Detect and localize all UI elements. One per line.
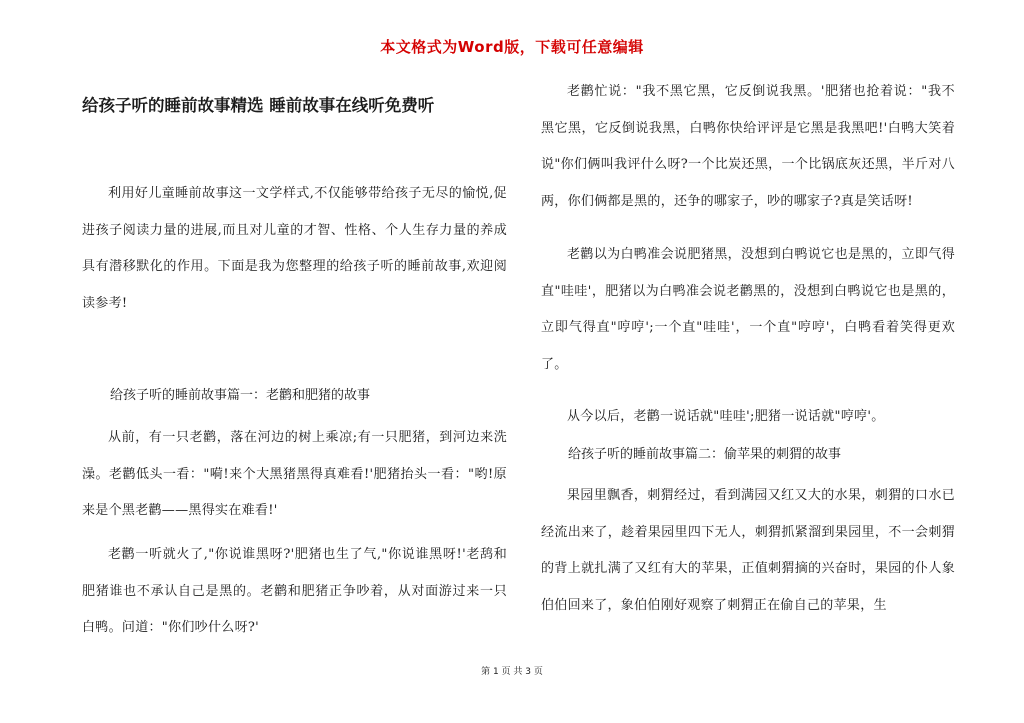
page-footer: 第 1 页 共 3 页 xyxy=(481,667,543,677)
story1-paragraph-1: 从前，有一只老鹳，落在河边的树上乘凉;有一只肥猪，到河边来洗澡。老鹳低头一看："嗬!来个大黑猪黑得真难看!'肥猪抬头一看："哟!原来是个黑老鹳——黑得实在难看!' xyxy=(82,430,507,518)
intro-paragraph: 利用好儿童睡前故事这一文学样式,不仅能够带给孩子无尽的愉悦,促进孩子阅读力量的进展,而且对儿童的才智、性格、个人生存力量的养成具有潜移默化的作用。下面是我为您整理的给孩子听的睡前故事,欢迎阅读参考! xyxy=(82,186,507,311)
story1-paragraph-3: 老鹳忙说："我不黑它黑，它反倒说我黑。'肥猪也抢着说："我不黑它黑，它反倒说我黑，白鸭你快给评评是它黑是我黑吧!'白鸭大笑着说"你们俩叫我评什么呀?一个比炭还黑，一个比锅底灰还黑，半斤对八两，你们俩都是黑的，还争的哪家子，吵的哪家子?真是笑话呀! xyxy=(541,84,955,209)
download-banner: 本文格式为Word版，下载可任意编辑 xyxy=(380,38,644,56)
story1-heading: 给孩子听的睡前故事篇一：老鹳和肥猪的故事 xyxy=(110,388,371,403)
story1-paragraph-2: 老鹳一听就火了,"你说谁黑呀?'肥猪也生了气,"你说谁黑呀!'老鸹和肥猪谁也不承认自己是黑的。老鹳和肥猪正争吵着，从对面游过来一只白鸭。问道："你们吵什么呀?' xyxy=(82,547,507,635)
story2-paragraph-1: 果园里飘香，刺猬经过，看到满园又红又大的水果，刺猬的口水已经流出来了，趁着果园里四下无人，刺猬抓紧溜到果园里，不一会刺猬的背上就扎满了又红有大的苹果，正值刺猬摘的兴奋时，果园的仆人象伯伯回来了，象伯伯刚好观察了刺猬正在偷自己的苹果，生 xyxy=(541,488,955,613)
story1-paragraph-4: 老鹳以为白鸭准会说肥猪黑，没想到白鸭说它也是黑的，立即气得直"哇哇'，肥猪以为白鸭准会说老鹳黑的，没想到白鸭说它也是黑的，立即气得直"哼哼';一个直"哇哇'，一个直"哼哼'，白鸭看着笑得更欢了。 xyxy=(541,247,955,372)
page-title: 给孩子听的睡前故事精选 睡前故事在线听免费听 xyxy=(82,96,435,115)
story2-heading: 给孩子听的睡前故事篇二：偷苹果的刺猬的故事 xyxy=(568,447,842,462)
story1-paragraph-5: 从今以后，老鹳一说话就"哇哇';肥猪一说话就"哼哼'。 xyxy=(567,409,885,424)
